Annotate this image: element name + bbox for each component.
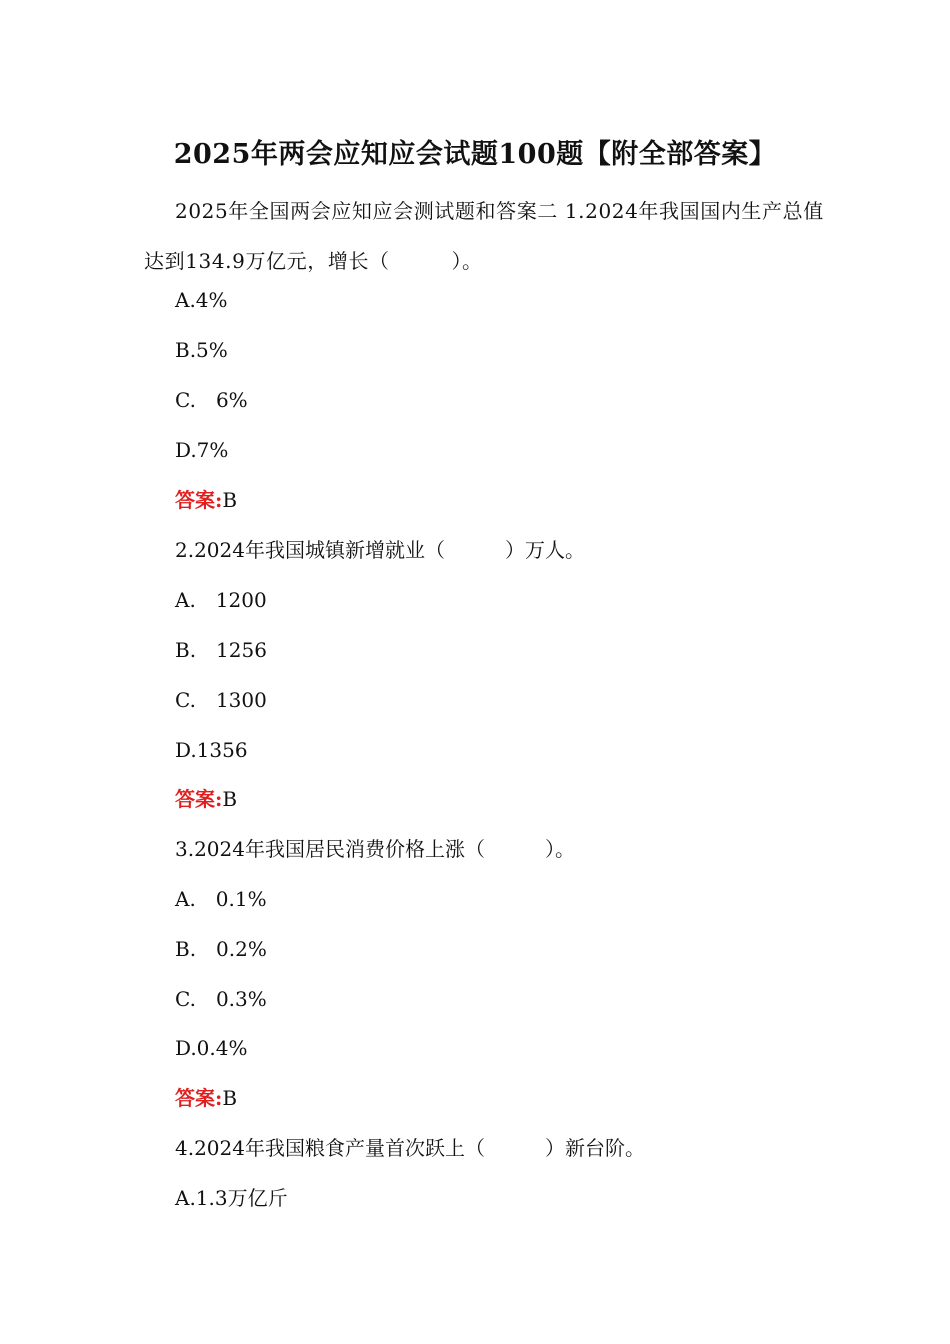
q2-option-b: B. 1256	[175, 638, 267, 662]
q3-answer	[175, 1084, 237, 1112]
answer-label: 答案:	[175, 1086, 223, 1110]
answer-value: B	[222, 488, 238, 512]
q3-option-b: B. 0.2%	[175, 937, 267, 961]
answer-label: 答案:	[175, 488, 223, 512]
q3-option-d: D.0.4%	[175, 1036, 248, 1060]
q3-option-c: C. 0.3%	[175, 987, 267, 1011]
q4-stem: 4.2024年我国粮食产量首次跃上（ ）新台阶。	[175, 1136, 645, 1160]
q2-option-d: D.1356	[175, 738, 248, 762]
q2-option-c: C. 1300	[175, 688, 267, 712]
q3-stem: 3.2024年我国居民消费价格上涨（ ）。	[175, 837, 575, 861]
q1-option-b: B.5%	[175, 338, 228, 362]
q1-answer	[175, 486, 237, 514]
q2-option-a: A. 1200	[175, 588, 267, 612]
answer-value: B	[222, 787, 238, 811]
q1-option-d: D.7%	[175, 438, 229, 462]
q1-option-a: A.4%	[175, 288, 228, 312]
q3-option-a: A. 0.1%	[175, 887, 267, 911]
intro-paragraph: 2025年全国两会应知应会测试题和答案二 1.2024年我国国内生产总值达到134.9万亿元，增长（ ）。	[144, 199, 824, 273]
answer-value: B	[222, 1086, 238, 1110]
q1-option-c: C. 6%	[175, 388, 248, 412]
q4-option-a: A.1.3万亿斤	[175, 1186, 288, 1210]
answer-label: 答案:	[175, 787, 223, 811]
document-title: 2025年两会应知应会试题100题【附全部答案】	[173, 139, 777, 170]
q2-stem: 2.2024年我国城镇新增就业（ ）万人。	[175, 538, 585, 562]
q2-answer	[175, 785, 237, 813]
